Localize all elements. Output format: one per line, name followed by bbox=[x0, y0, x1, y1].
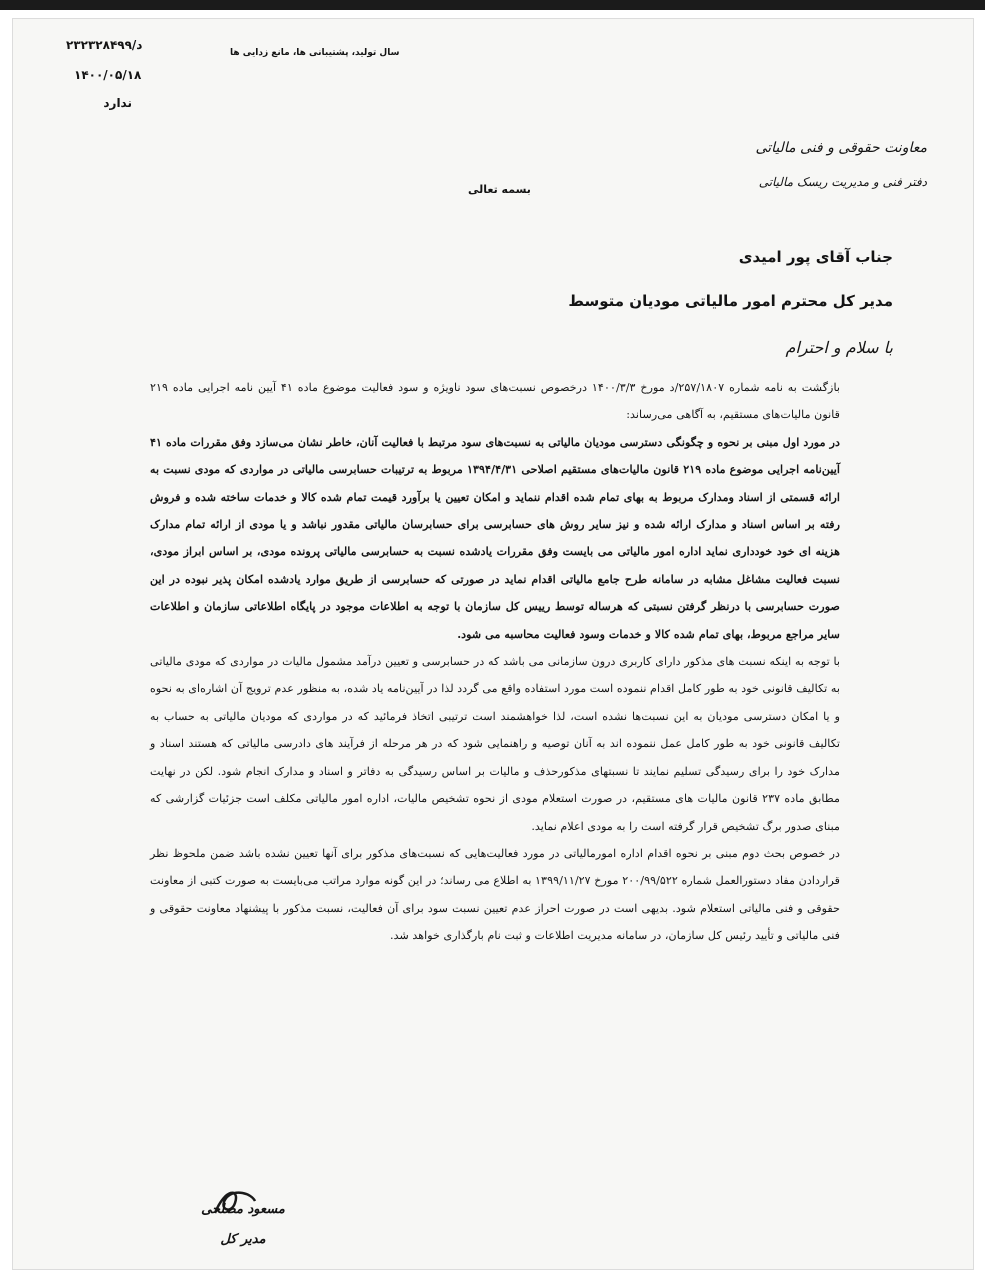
letter-body bbox=[150, 374, 840, 950]
year-slogan: سال تولید، پشتیبانی ها، مانع زدایی ها bbox=[230, 48, 400, 58]
letter-attachment: ندارد bbox=[103, 96, 132, 110]
top-bar bbox=[0, 0, 985, 10]
paragraph-first-topic: در مورد اول مبنی بر نحوه و چگونگی دسترسی مودیان مالیاتی به نسبت‌های سود مرتبط با فعالیت آنان، خاطر نشان می‌سازد وفق مقررات ماده ۴۱ آیین‌نامه اجرایی موضوع ماده ۲۱۹ قانون مالیات‌های مستقیم اصلاحی ۱۳۹۴/۴/۳۱ مربوط به ترتیبات حسابرسی مالیاتی در مواردی که مودی نسبت به ارائه قسمتی از اسناد ومدارک مربوط به بهای تمام شده اقدام ننماید و امکان تعیین یا برآورد قیمت تمام شده کالا و خدمات ساخته شده و فروش رفته بر اساس اسناد و مدارک ارائه شده و نیز سایر روش های حسابرسی برای حسابرسان مالیاتی مقدور نباشد و یا مودی از ارائه تمام مدارک هزینه ای خود خودداری نماید اداره امور مالیاتی می بایست وفق مقررات یادشده نسبت به حسابرسی مالیاتی پرونده مودی، بر اساس ابراز مودی، نسبت فعالیت مشاغل مشابه در سامانه طرح جامع مالیاتی اقدام نماید در صورتی که حسابرسی از طریق موارد یادشده امکان پذیر نبوده در این صورت حسابرسی با درنظر گرفتن نسبتی که هرساله توسط رییس کل سازمان با توجه به اطلاعات موجود در پایگاه اطلاعاتی سازمان و اطلاعات سایر مراجع مربوط، بهای تمام شده کالا و خدمات وسود فعالیت محاسبه می شود. bbox=[150, 434, 841, 641]
sender-line-2: دفتر فنی و مدیریت ریسک مالیاتی bbox=[758, 175, 927, 189]
bismillah: بسمه تعالی bbox=[468, 183, 531, 196]
greeting: با سلام و احترام bbox=[785, 338, 893, 357]
letter-date: ۱۴۰۰/۰۵/۱۸ bbox=[74, 68, 142, 82]
paragraph-second-topic: در خصوص بحث دوم مبنی بر نحوه اقدام اداره امورمالیاتی در مورد فعالیت‌هایی که نسبت‌های مذکور برای آنها تعیین نشده باشد ضمن ملحوظ نظر قراردادن مفاد دستورالعمل شماره ۲۰۰/۹۹/۵۲۲ مورخ ۱۳۹۹/۱۱/۲۷ به اطلاع می رساند؛ در این گونه موارد مراتب می‌بایست به صورت کتبی از معاونت حقوقی و فنی مالیاتی استعلام شود. بدیهی است در صورت احراز عدم تعیین نسبت سود برای آن فعالیت، نسبت مذکور با پیشنهاد معاونت حقوقی و فنی مالیاتی و تأیید رئیس کل سازمان، در سامانه مدیریت اطلاعات و ثبت نام بارگذاری خواهد شد. bbox=[150, 846, 840, 943]
signature-block bbox=[198, 1195, 288, 1255]
signer-title: مدیر کل bbox=[220, 1232, 266, 1247]
recipient-title: مدیر کل محترم امور مالیاتی مودیان متوسط bbox=[568, 292, 893, 310]
recipient-name: جناب آقای پور امیدی bbox=[738, 248, 893, 266]
paragraph-second: با توجه به اینکه نسبت های مذکور دارای کاربری درون سازمانی می باشد که در حسابرسی و تعیین درآمد مشمول مالیات در مواردی که مودی مالیاتی به تکالیف قانونی خود به طور کامل اقدام ننموده است مورد استفاده واقع می گردد لذا در آیین‌نامه یاد شده، به منظور عدم ترویج آن اشاره‌ای به نحوه و یا امکان دسترسی مودیان به این نسبت‌ها نشده است، لذا خواهشمند است ترتیبی اتخاذ فرمائید که در مواردی که مودیان مالیاتی به حساب به تکالیف قانونی خود به طور کامل عمل ننموده اند به آنان توصیه و راهنمایی شود که در هر مرحله از فرآیند های دادرسی مالیاتی که هستند اسناد و مدارک خود را برای رسیدگی تسلیم نمایند تا نسبتهای مذکورحذف و مالیات بر اساس رسیدگی به دفاتر و اسناد و مدارک انجام شود. لکن در نهایت مطابق ماده ۲۳۷ قانون مالیات های مستقیم، در صورت استعلام مودی از نحوه تشخیص مالیات، اداره امور مالیاتی مکلف است جزئیات گزارشی که مبنای صدور برگ تشخیص قرار گرفته است را به مودی اعلام نماید. bbox=[150, 655, 840, 833]
sender-line-1: معاونت حقوقی و فنی مالیاتی bbox=[755, 140, 927, 156]
letter-number: د/۲۳۲۳۲۸۴۹۹ bbox=[66, 38, 143, 52]
paragraph-intro: بازگشت به نامه شماره ۲۵۷/۱۸۰۷/د مورخ ۱۴۰۰/۳/۳ درخصوص نسبت‌های سود ناویژه و سود فعالیت موضوع ماده ۴۱ آیین نامه اجرایی ماده ۲۱۹ قانون مالیات‌های مستقیم، به آگاهی می‌رساند: bbox=[150, 381, 840, 422]
signer-name: مسعود مصلحی bbox=[201, 1202, 285, 1217]
